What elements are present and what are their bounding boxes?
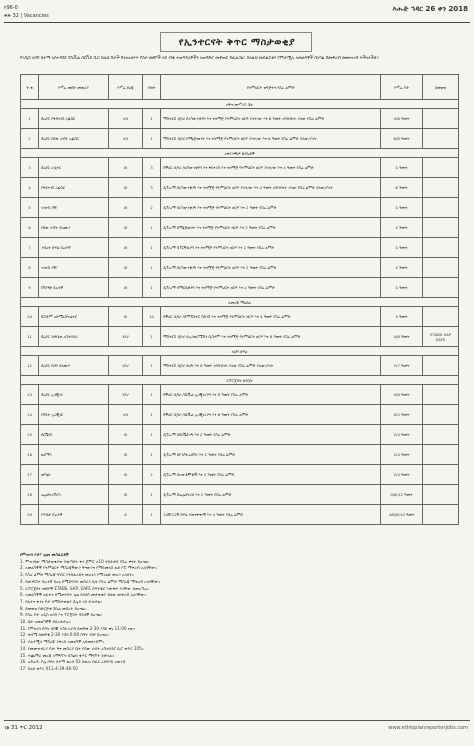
- col-header-grade: የሥራ ደረጃ: [109, 75, 143, 100]
- cell-place: 4 ዓመት: [381, 278, 423, 298]
- cell-position: ሲኒየር ኦዲተር: [39, 158, 109, 178]
- table-row: [21, 327, 459, 347]
- cell-grade: IX: [109, 445, 143, 465]
- cell-position: መካኒክ: [39, 465, 109, 485]
- cell-place: 5/7 ዓመት: [381, 356, 423, 376]
- cell-grade: IX: [109, 278, 143, 298]
- cell-grade: XIV: [109, 327, 143, 347]
- cell-place: 2/4 ዓመት: [381, 445, 423, 465]
- cell-grade: XII: [109, 405, 143, 425]
- cell-no: 3: [21, 158, 39, 178]
- cell-position: ሲኒየር ዳታቤዝ አስተዳዳሪ: [39, 327, 109, 347]
- note-item: 11. የምዝገባ ሰዓት ከሰኞ እስከ አርብ ከጠዋቱ 2:30 እስከ ቀኑ 11:00 ነው፡፡: [20, 625, 136, 631]
- cell-grade: XII: [109, 109, 143, 129]
- cell-no: 6: [21, 218, 39, 238]
- site-url: www.ethiopianreporterjobs.com: [388, 725, 468, 731]
- ad-intro: የአዲስ አበባ ከተማ አስተዳደር የሲቪል ሰርቪስ ቢሮ ከዚህ በታች በተዘረዘሩት የስራ መደቦች ላይ ብቁ ተወዳዳሪዎችን አወዳድሮ መቅጠር ይፈልጋል፡፡ ስለዚህ መስፈርቱን የምታሟሉ አመልካቾች በአካል በመቅረብ መመዝገብ ትችላላችሁ፡፡: [20, 56, 379, 61]
- cell-salary: [423, 158, 459, 178]
- cell-requirements: ማስተርስ ዲግሪ በአካውንቲንግ እና ተዛማጅ የትምህርት ዘርፍ ያላት/ው እና 6 ዓመት አግባብነት ያለው የስራ ልምድ: [161, 109, 381, 129]
- cell-place: 0/8/12 ዓመት: [381, 485, 423, 505]
- cell-position: የፋይናንስ ኦፊሰር: [39, 178, 109, 198]
- cell-no: 10: [21, 307, 39, 327]
- cell-place: 2/4 ዓመት: [381, 465, 423, 485]
- cell-no: 12: [21, 356, 39, 376]
- note-item: 13. ያልተሟላ ማስረጃ ያቀረበ አመልካች አይመዘገብም፡፡: [20, 639, 105, 645]
- table-row: [21, 356, 459, 376]
- cell-qty: 1: [143, 485, 161, 505]
- cell-salary: [423, 505, 459, 525]
- note-item: 7. የፈተና ቀንና ቦታ በማስታወቂያ ሰሌዳ ላይ ይገለጻል፡፡: [20, 598, 103, 604]
- cell-salary: [423, 109, 459, 129]
- section-title: ለቅርንጫፍ ጽ/ቤቶች: [21, 149, 459, 158]
- note-item: 16. አድራሻ፡ ቦሌ ክፍለ ከተማ ወረዳ 03 ከወሎ ሰፈር አደባባይ አጠገብ: [20, 659, 126, 665]
- table-row: [21, 445, 459, 465]
- cell-no: 14: [21, 405, 39, 425]
- cell-qty: 1: [143, 425, 161, 445]
- cell-requirements: ዲፕሎማ በፐርቸዚንግ እና ተዛማጅ የትምህርት ዘርፍ እና 2 ዓመት የስራ ልምድ: [161, 238, 381, 258]
- cell-salary: [423, 465, 459, 485]
- cell-place: 0/2 ዓመት: [381, 405, 423, 425]
- cell-position: ገንዘብ ያዥ: [39, 198, 109, 218]
- cell-place: 6/8 ዓመት: [381, 129, 423, 149]
- cell-qty: 10: [143, 307, 161, 327]
- cell-grade: XI: [109, 158, 143, 178]
- cell-position: የሳይት ኢንጂነር: [39, 405, 109, 425]
- col-header-position: የሥራ መደቡ መጠሪያ: [39, 75, 109, 100]
- cell-grade: XI: [109, 178, 143, 198]
- cell-requirements: ባችለር ዲግሪ በሲቪል ኢንጂነሪንግ እና 6 ዓመት የስራ ልምድ: [161, 405, 381, 425]
- cell-qty: 1: [143, 356, 161, 376]
- cell-position: ሰርቬየር: [39, 425, 109, 445]
- cell-grade: IX: [109, 198, 143, 218]
- cell-qty: 3: [143, 178, 161, 198]
- cell-grade: X: [109, 505, 143, 525]
- cell-qty: 1: [143, 445, 161, 465]
- cell-requirements: ዲፕሎማ በአካውንቲንግ እና ተዛማጅ የትምህርት ዘርፍ እና 2 ዓመት የስራ ልምድ: [161, 258, 381, 278]
- section-row: [21, 100, 459, 109]
- table-row: [21, 465, 459, 485]
- note-item: 1. ምዝገባው ማስታወቂያው ከወጣበት ቀን ጀምሮ ለ10 ተከታታይ የስራ ቀናት ይሆናል፡፡: [20, 558, 150, 564]
- section-row: [21, 376, 459, 385]
- note-item: 17. ስልክ ቁጥር 011-4-39-46-50: [20, 665, 78, 671]
- cell-no: 11: [21, 327, 39, 347]
- cell-no: 1: [21, 109, 39, 129]
- note-item: 12. ቅዳሜ ከጠዋቱ 2:30 እስከ 6:00 ሰዓት ብቻ ይሆናል፡፡: [20, 632, 109, 638]
- cell-salary: [423, 198, 459, 218]
- cell-requirements: ዲፕሎማ በአካውንቲንግ እና ተዛማጅ የትምህርት ዘርፍ ያላት/ው እና 4 ዓመት አግባብነት ያለው የስራ ልምድ ያለው/ያላት: [161, 178, 381, 198]
- cell-requirements: 10ኛ/12ኛ ክፍል ያጠናቀቀ/ች እና 4 ዓመት የስራ ልምድ: [161, 505, 381, 525]
- cell-salary: [423, 178, 459, 198]
- cell-place: 4 ዓመት: [381, 198, 423, 218]
- cell-salary: [423, 405, 459, 425]
- table-row: [21, 218, 459, 238]
- cell-grade: IX: [109, 218, 143, 238]
- cell-requirements: ባችለር ዲግሪ በኮምፒዩተር ሳይንስ እና ተዛማጅ የትምህርት ዘርፍ እና 4 ዓመት የስራ ልምድ: [161, 307, 381, 327]
- table-row: [21, 198, 459, 218]
- cell-qty: 1: [143, 505, 161, 525]
- cell-no: 18: [21, 485, 39, 505]
- cell-place: 4/6 ዓመት: [381, 385, 423, 405]
- cell-position: ሲስተም አድሚኒስትሬተር: [39, 307, 109, 327]
- cell-grade: XIV: [109, 356, 143, 376]
- page-header: [4, 2, 470, 26]
- section-title: ለህግ ክፍል: [21, 347, 459, 356]
- note-item: 4. የመንግስት ሰራተኛ ከሆኑ ከሚሰሩበት መስሪያ ቤት የስራ ልምድ ማስረጃ ማቅረብ አለባቸው፡፡: [20, 578, 161, 584]
- table-row: [21, 485, 459, 505]
- cell-requirements: ዲፕሎማ በኤሌክትሪክ እና 2 ዓመት የስራ ልምድ: [161, 485, 381, 505]
- cell-requirements: ዲፕሎማ በሰርቬይንግ እና 2 ዓመት የስራ ልምድ: [161, 425, 381, 445]
- cell-no: 2: [21, 129, 39, 149]
- cell-qty: 1: [143, 405, 161, 425]
- cell-requirements: ባችለር ዲግሪ በሲቪል ኢንጂነሪንግ እና 8 ዓመት የስራ ልምድ: [161, 385, 381, 405]
- cell-salary: [423, 356, 459, 376]
- cell-qty: 1: [143, 278, 161, 298]
- table-row: [21, 307, 459, 327]
- cell-grade: IX: [109, 485, 143, 505]
- page-footer: [0, 720, 474, 746]
- cell-position: ንብረት ክፍል ሰራተኛ: [39, 238, 109, 258]
- section-row: [21, 347, 459, 356]
- cell-qty: 1: [143, 327, 161, 347]
- note-item: 6. አመልካቾች ለፈተና በሚጠሩበት ጊዜ የታደሰ መታወቂያ ይዘው መቅረብ አለባቸው፡፡: [20, 592, 147, 598]
- cell-requirements: ማስተርስ ዲግሪ በኢንፎርሜሽን ሲስተም እና ተዛማጅ የትምህርት ዘርፍ እና 8 ዓመት የስራ ልምድ: [161, 327, 381, 347]
- note-item: 3. የስራ ልምድ ማስረጃ ግብር የተከፈለበት መሆኑን የሚገልጽ መሆን አለበት፡፡: [20, 572, 134, 578]
- note-item: 15. ተጨማሪ መረጃ ለማግኘት በስልክ ቁጥር ማግኘት ይቻላል፡፡: [20, 652, 114, 658]
- cell-no: 9: [21, 278, 39, 298]
- table-row: [21, 505, 459, 525]
- section-title: ለዋና መሥሪያ ቤት: [21, 100, 459, 109]
- section-label: ቅጽ 32 | Vacancies: [4, 13, 49, 19]
- cell-grade: IX: [109, 258, 143, 278]
- issue-date: እሑድ ኅዳር 26 ቀን 2018: [392, 5, 468, 13]
- issue-number: የ96-0: [4, 5, 18, 11]
- footer-rule: [4, 720, 470, 721]
- ad-title: የኢንተርናት ቅጥር ማስታወቂያ: [178, 37, 296, 48]
- note-item: 14. የመመዝገቢያ ቦታ፡ ዋና መስሪያ ቤት የሰው ሀብት አስተዳደር ቢሮ ቁጥር 105፡፡: [20, 645, 144, 651]
- table-row: [21, 178, 459, 198]
- cell-no: 5: [21, 198, 39, 218]
- cell-position: የጥበቃ ሰራተኛ: [39, 505, 109, 525]
- cell-salary: [423, 258, 459, 278]
- cell-place: 4 ዓመት: [381, 218, 423, 238]
- table-row: [21, 425, 459, 445]
- table-row: [21, 238, 459, 258]
- header-rule: [4, 22, 470, 23]
- cell-place: 4 ዓመት: [381, 307, 423, 327]
- cell-position: ኤሌክትሪሽያን: [39, 485, 109, 505]
- cell-qty: 1: [143, 218, 161, 238]
- col-header-qty: ብዛት: [143, 75, 161, 100]
- cell-no: 8: [21, 258, 39, 278]
- cell-requirements: ዲፕሎማ በአውቶሞቲቭ እና 2 ዓመት የስራ ልምድ: [161, 465, 381, 485]
- cell-requirements: ማስተርስ ዲግሪ በማኔጅመንት እና ተዛማጅ የትምህርት ዘርፍ ያላት/ው እና 6 ዓመት የስራ ልምድ ያለው/ያላት: [161, 129, 381, 149]
- cell-salary: [423, 485, 459, 505]
- table-row: [21, 158, 459, 178]
- cell-no: 19: [21, 505, 39, 525]
- table-header-row: [21, 75, 459, 100]
- cell-qty: 1: [143, 385, 161, 405]
- cell-no: 16: [21, 445, 39, 465]
- cell-no: 4: [21, 178, 39, 198]
- cell-position: ሲኒየር ኢንጂነር: [39, 385, 109, 405]
- cell-place: 4 ዓመት: [381, 158, 423, 178]
- table-row: [21, 278, 459, 298]
- section-title: ለመረጃ ማዕከል: [21, 298, 459, 307]
- cell-place: 4/6/8/10 ዓመት: [381, 505, 423, 525]
- cell-salary: [423, 445, 459, 465]
- cell-position: ፎርማን: [39, 445, 109, 465]
- cell-position: የሰው ሀብት ባለሙያ: [39, 218, 109, 238]
- cell-position: የሽያጭ ሰራተኛ: [39, 278, 109, 298]
- cell-qty: 1: [143, 109, 161, 129]
- cell-no: 15: [21, 425, 39, 445]
- cell-grade: XIV: [109, 385, 143, 405]
- cell-qty: 1: [143, 129, 161, 149]
- cell-place: 6 ዓመት: [381, 178, 423, 198]
- col-header-salary: ደመወዝ: [423, 75, 459, 100]
- cell-salary: [423, 385, 459, 405]
- cell-grade: IX: [109, 238, 143, 258]
- vacancy-table: [20, 74, 459, 525]
- cell-place: 4 ዓመት: [381, 238, 423, 258]
- cell-grade: IX: [109, 425, 143, 445]
- note-item: 10. ሴት አመልካቾች ይበረታታሉ፡፡: [20, 619, 71, 625]
- note-item: 8. ደመወዝ በድርጅቱ ስኬል መሰረት ይሆናል፡፡: [20, 605, 87, 611]
- cell-requirements: ዲፕሎማ በማኔጅመንት እና ተዛማጅ የትምህርት ዘርፍ እና 2 ዓመት የስራ ልምድ: [161, 218, 381, 238]
- cell-position: ሲኒየር የሰው ሀብት ኦፊሰር: [39, 129, 109, 149]
- notes-heading: የምዝገባ ቦታ፣ ጊዜና መስፈርቶች: [20, 552, 69, 557]
- cell-grade: IX: [109, 465, 143, 485]
- cell-place: 2/4 ዓመት: [381, 425, 423, 445]
- cell-no: 17: [21, 465, 39, 485]
- section-title: ለፕሮጀክት ጽ/ቤት: [21, 376, 459, 385]
- cell-salary: ETABS SAP SAFE: [423, 327, 459, 347]
- col-header-requirements: የትምህርት ዝግጅትና የስራ ልምድ: [161, 75, 381, 100]
- col-header-place: የሥራ ቦታ: [381, 75, 423, 100]
- cell-salary: [423, 425, 459, 445]
- cell-place: 4/6 ዓመት: [381, 327, 423, 347]
- cell-grade: XII: [109, 129, 143, 149]
- cell-requirements: ዲፕሎማ በማርኬቲንግ እና ተዛማጅ የትምህርት ዘርፍ እና 2 ዓመት የስራ ልምድ: [161, 278, 381, 298]
- cell-requirements: ማስተርስ ዲግሪ በህግ እና 8 ዓመት አግባብነት ያለው የስራ ልምድ ያለው/ያላት: [161, 356, 381, 376]
- cell-requirements: ዲፕሎማ በኮንስትራክሽን እና 2 ዓመት የስራ ልምድ: [161, 445, 381, 465]
- cell-qty: 3: [143, 158, 161, 178]
- cell-place: 4 ዓመት: [381, 258, 423, 278]
- table-row: [21, 405, 459, 425]
- table-row: [21, 129, 459, 149]
- cell-grade: XI: [109, 307, 143, 327]
- note-item: 5. ለፕሮጀክት መደቦች ETABS, SAP, SAFE ሶፍትዌር እውቀት ያላቸው ይመረጣሉ፡፡: [20, 585, 150, 591]
- col-header-no: ተ.ቁ: [21, 75, 39, 100]
- cell-qty: 2: [143, 198, 161, 218]
- cell-salary: [423, 218, 459, 238]
- cell-place: 4/6 ዓመት: [381, 109, 423, 129]
- cell-no: 7: [21, 238, 39, 258]
- cell-qty: 1: [143, 258, 161, 278]
- page-number: ገፅ 31 ጥር 2012: [4, 725, 43, 731]
- cell-qty: 1: [143, 238, 161, 258]
- cell-salary: [423, 238, 459, 258]
- application-notes: [20, 552, 460, 673]
- cell-position: ሲኒየር የህግ ባለሙያ: [39, 356, 109, 376]
- cell-requirements: ባችለር ዲግሪ በአካውንቲንግ እና ፋይናንስ እና ተዛማጅ የትምህርት ዘርፍ ያላት/ው እና 4 ዓመት የስራ ልምድ: [161, 158, 381, 178]
- cell-salary: [423, 307, 459, 327]
- cell-position: ሲኒየር የፋይናንስ ኦፊሰር: [39, 109, 109, 129]
- cell-qty: 2: [143, 465, 161, 485]
- cell-no: 13: [21, 385, 39, 405]
- cell-requirements: ዲፕሎማ በአካውንቲንግ እና ተዛማጅ የትምህርት ዘርፍ እና 2 ዓመት የስራ ልምድ: [161, 198, 381, 218]
- section-row: [21, 149, 459, 158]
- table-row: [21, 258, 459, 278]
- section-row: [21, 298, 459, 307]
- note-item: 9. የስራ ቦታ አዲስ አበባ እና ፕሮጀክት ሳይቶች ይሆናል፡፡: [20, 612, 103, 618]
- table-row: [21, 109, 459, 129]
- cell-salary: [423, 278, 459, 298]
- cell-position: ገንዘብ ያዥ: [39, 258, 109, 278]
- note-item: 2. አመልካቾች የትምህርት ማስረጃቸውን ዋናውንና የማይመለስ ፎቶ ኮፒ ማቅረብ አለባቸው፡፡: [20, 565, 157, 571]
- cell-salary: [423, 129, 459, 149]
- table-row: [21, 385, 459, 405]
